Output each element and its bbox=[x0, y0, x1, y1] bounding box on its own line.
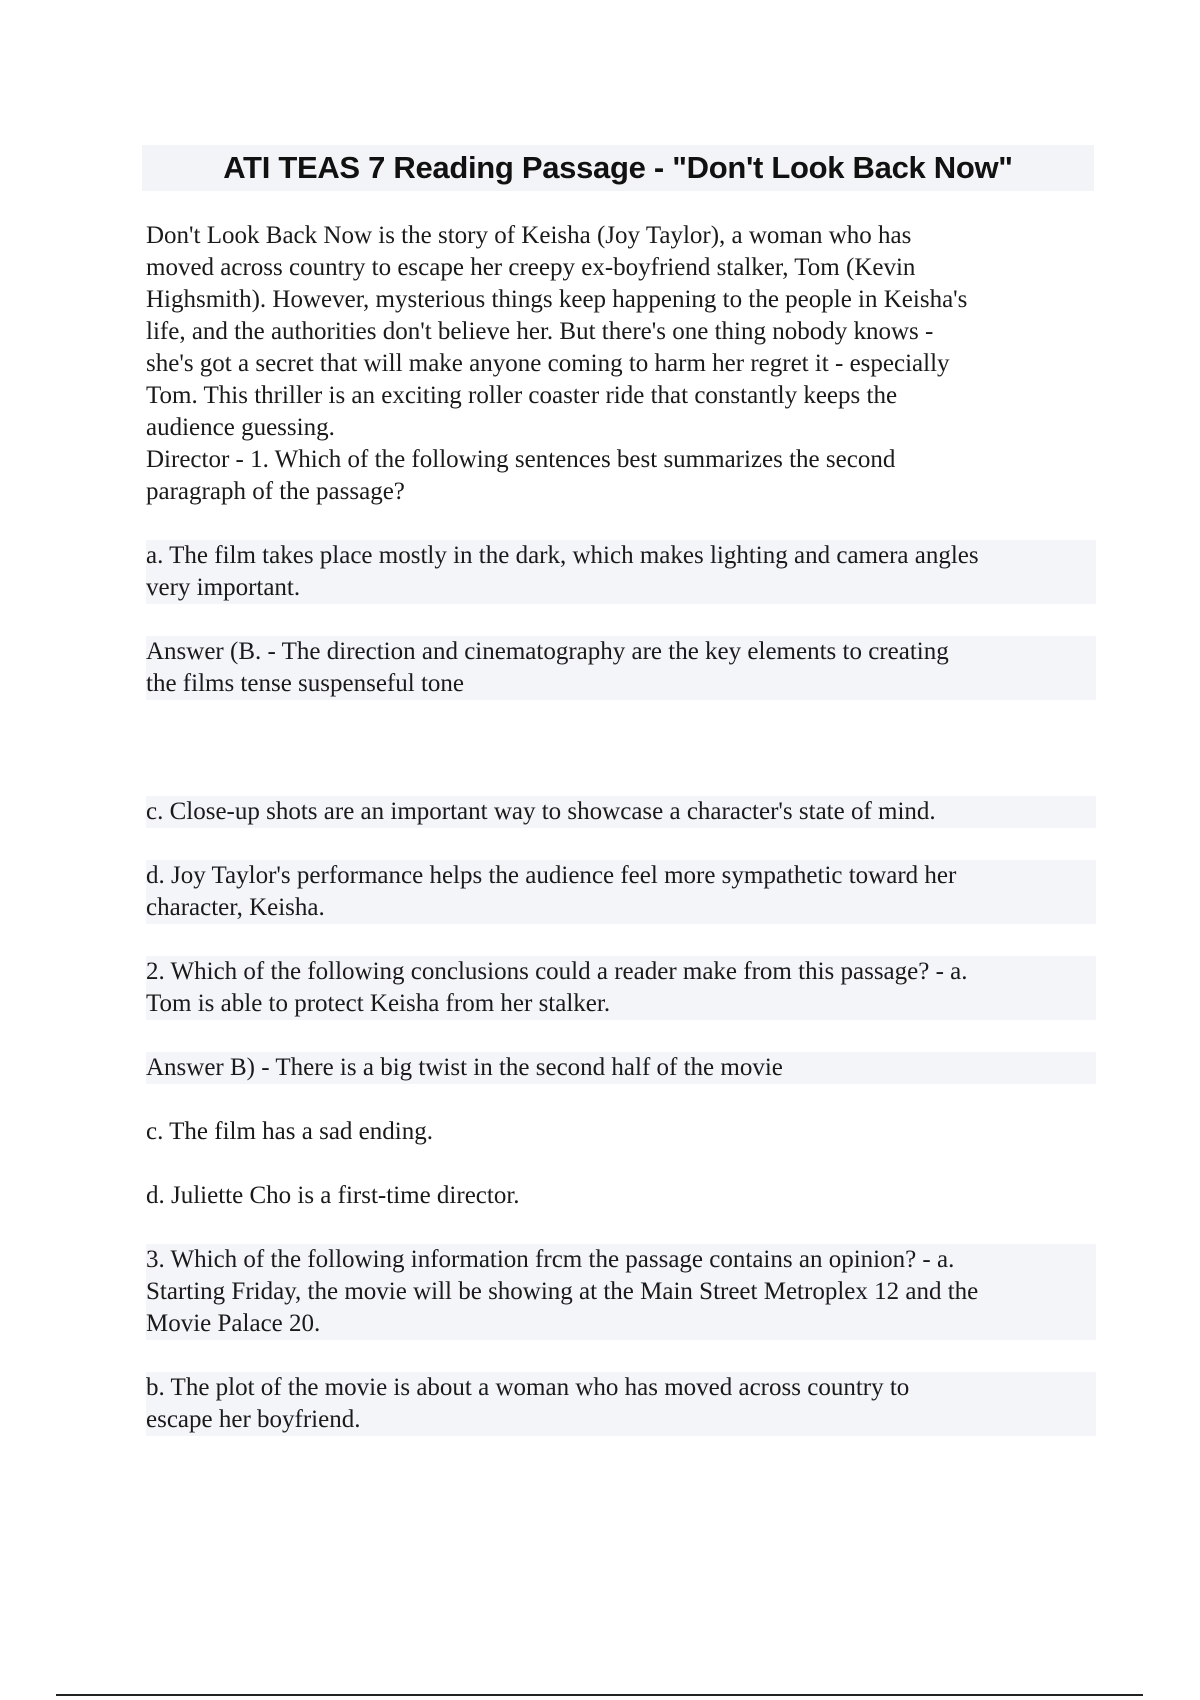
question-1-option-c: c. Close-up shots are an important way to showcase a character's state of mind. bbox=[146, 796, 1096, 828]
spacer bbox=[146, 828, 1096, 860]
spacer bbox=[146, 924, 1096, 956]
question-1-answer: Answer (B. - The direction and cinematography are the key elements to creating the films tense suspenseful tone bbox=[146, 636, 1096, 700]
question-1-option-a: a. The film takes place mostly in the dark, which makes lighting and camera angles very important. bbox=[146, 540, 1096, 604]
question-2-answer: Answer B) - There is a big twist in the second half of the movie bbox=[146, 1052, 1096, 1084]
page-title: ATI TEAS 7 Reading Passage - "Don't Look Back Now" bbox=[223, 150, 1013, 185]
question-3-option-b: b. The plot of the movie is about a woman who has moved across country to escape her boyfriend. bbox=[146, 1372, 1096, 1436]
spacer bbox=[146, 1020, 1096, 1052]
question-2-option-d: d. Juliette Cho is a first-time director. bbox=[146, 1182, 520, 1209]
spacer bbox=[146, 700, 1096, 796]
spacer bbox=[146, 1212, 1096, 1244]
title-band bbox=[142, 145, 1094, 191]
question-1: Director - 1. Which of the following sentences best summarizes the second paragraph of the passage? bbox=[146, 446, 896, 505]
document-body bbox=[146, 220, 1096, 1436]
question-1-option-d: d. Joy Taylor's performance helps the audience feel more sympathetic toward her character, Keisha. bbox=[146, 860, 1096, 924]
passage-paragraph: Don't Look Back Now is the story of Keisha (Joy Taylor), a woman who has moved across country to escape her creepy ex-boyfriend stalker, Tom (Kevin Highsmith). However, mysterious things keep happening to the people in Keisha's life, and the authorities don't believe her. But there's one thing nobody knows - she's got a secret that will make anyone coming to harm her regret it - especially Tom. This thriller is an exciting roller coaster ride that constantly keeps the audience guessing. bbox=[146, 222, 968, 441]
spacer bbox=[146, 1340, 1096, 1372]
footer-divider bbox=[56, 1694, 1143, 1696]
spacer bbox=[146, 1084, 1096, 1116]
question-3: 3. Which of the following information frcm the passage contains an opinion? - a. Starting Friday, the movie will be showing at the Main Street Metroplex 12 and the Movie Palace 20. bbox=[146, 1244, 1096, 1340]
question-2: 2. Which of the following conclusions could a reader make from this passage? - a. Tom is able to protect Keisha from her stalker. bbox=[146, 956, 1096, 1020]
spacer bbox=[146, 1148, 1096, 1180]
spacer bbox=[146, 508, 1096, 540]
spacer bbox=[146, 604, 1096, 636]
question-2-option-c: c. The film has a sad ending. bbox=[146, 1118, 433, 1145]
